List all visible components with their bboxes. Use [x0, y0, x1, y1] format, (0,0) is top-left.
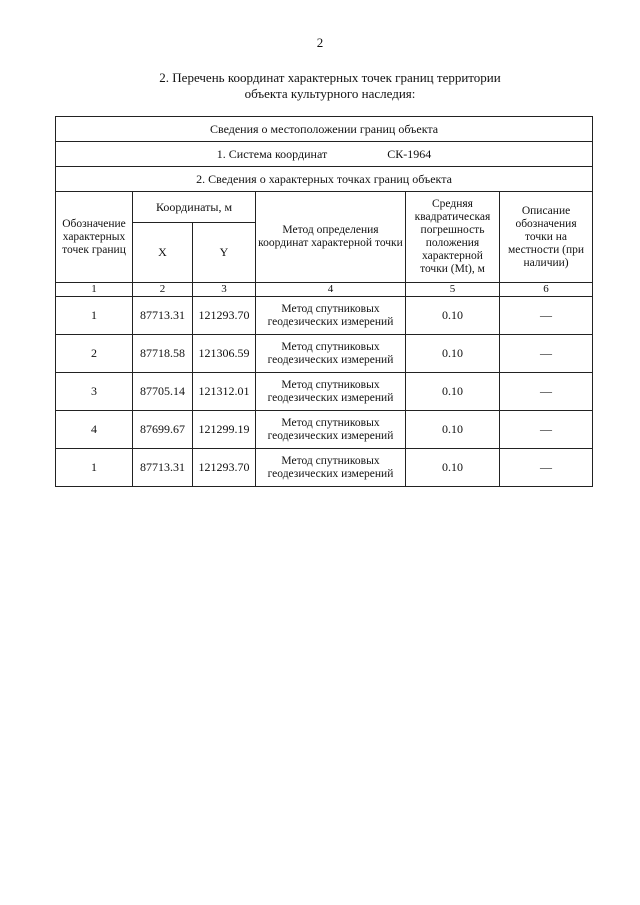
column-number: 2 [133, 283, 193, 297]
header-designation: Обозначение характерных точек границ [56, 192, 133, 283]
table-row [56, 411, 593, 449]
point-number: 4 [56, 411, 133, 449]
point-number: 3 [56, 373, 133, 411]
header-y: Y [193, 223, 256, 283]
coordinates-table [55, 116, 593, 487]
y-coordinate: 121299.19 [193, 411, 256, 449]
x-coordinate: 87713.31 [133, 449, 193, 487]
method: Метод спутниковых геодезических измерений [256, 411, 406, 449]
points-section-label: 2. Сведения о характерных точках границ объекта [56, 167, 593, 192]
y-coordinate: 121312.01 [193, 373, 256, 411]
table-row [56, 373, 593, 411]
method: Метод спутниковых геодезических измерений [256, 335, 406, 373]
mean-square-error: 0.10 [406, 373, 500, 411]
mean-square-error: 0.10 [406, 297, 500, 335]
point-description: — [500, 449, 593, 487]
header-description: Описание обозначения точки на местности (при наличии) [500, 192, 593, 283]
header-method: Метод определения координат характерной точки [256, 192, 406, 283]
table-row [56, 335, 593, 373]
point-description: — [500, 411, 593, 449]
point-number: 1 [56, 297, 133, 335]
y-coordinate: 121293.70 [193, 449, 256, 487]
header-x: X [133, 223, 193, 283]
column-number: 3 [193, 283, 256, 297]
point-description: — [500, 335, 593, 373]
x-coordinate: 87718.58 [133, 335, 193, 373]
section-title: Сведения о местоположении границ объекта [56, 117, 593, 142]
y-coordinate: 121306.59 [193, 335, 256, 373]
point-description: — [500, 297, 593, 335]
table-row [56, 297, 593, 335]
column-number: 5 [406, 283, 500, 297]
column-number: 6 [500, 283, 593, 297]
document-title-line-2: объекта культурного наследия: [244, 86, 416, 101]
column-number: 4 [256, 283, 406, 297]
x-coordinate: 87705.14 [133, 373, 193, 411]
method: Метод спутниковых геодезических измерений [256, 373, 406, 411]
point-number: 1 [56, 449, 133, 487]
column-numbers-row [56, 283, 593, 297]
mean-square-error: 0.10 [406, 335, 500, 373]
mean-square-error: 0.10 [406, 411, 500, 449]
x-coordinate: 87713.31 [133, 297, 193, 335]
header-coordinates: Координаты, м [133, 192, 256, 223]
column-number: 1 [56, 283, 133, 297]
point-number: 2 [56, 335, 133, 373]
coordinate-system-value: СК-1964 [387, 146, 432, 161]
x-coordinate: 87699.67 [133, 411, 193, 449]
document-title-line-1: 2. Перечень координат характерных точек границ территории [159, 70, 501, 85]
method: Метод спутниковых геодезических измерений [256, 449, 406, 487]
method: Метод спутниковых геодезических измерений [256, 297, 406, 335]
coordinate-system-label: 1. Система координат [216, 146, 328, 161]
table-row [56, 449, 593, 487]
y-coordinate: 121293.70 [193, 297, 256, 335]
document-title [140, 70, 520, 102]
mean-square-error: 0.10 [406, 449, 500, 487]
point-description: — [500, 373, 593, 411]
header-error: Средняя квадратическая погрешность положения характерной точки (Mt), м [406, 192, 500, 283]
coordinate-system-row [56, 142, 593, 167]
page-number: 2 [316, 35, 324, 50]
